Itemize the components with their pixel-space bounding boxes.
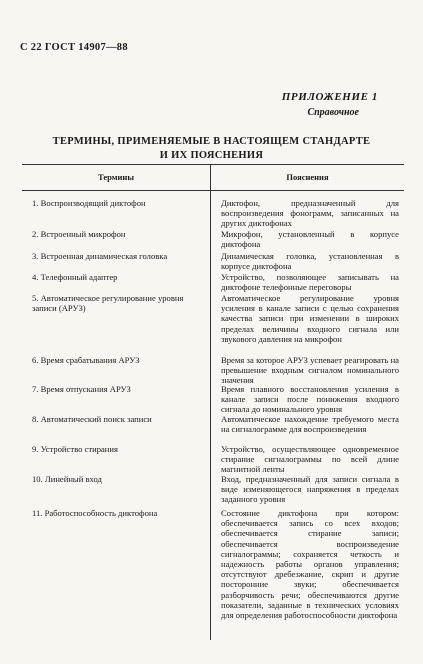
term-9: 9. Устройство стирания — [32, 444, 118, 454]
term-1: 1. Воспроизводящий диктофон — [32, 198, 146, 208]
appendix-note: Справочное — [307, 107, 359, 118]
column-header-explanations: Пояснения — [286, 172, 329, 182]
explanation-10: Вход, предназначенный для записи сигнала в виде изменяющегося напряжения в пределах заданного уровня — [221, 474, 399, 505]
term-4: 4. Телефонный адаптер — [32, 272, 118, 282]
column-divider — [210, 164, 211, 640]
explanation-11: Состояние диктофона при котором: обеспечивается запись со всех входов; обеспечивается стирание записи; обеспечивается воспроизведение сигналограммы; сохраняется четкость и надежность работы органов управления; отсутствуют дребезжание, скрип и другие посторонние звуки; обеспечивается разборчивость речи; обеспечиваются другие показатели, заданные в технических условиях для определения работоспособности диктофона — [221, 508, 399, 621]
terms-table — [22, 164, 404, 640]
term-11: 11. Работоспособность диктофона — [32, 508, 158, 518]
explanation-6: Время за которое АРУЗ успевает реагировать на превышение входным сигналом номинального значения — [221, 355, 399, 386]
explanation-3: Динамическая головка, установленная в корпусе диктофона — [221, 251, 399, 272]
term-6: 6. Время срабатывания АРУЗ — [32, 355, 140, 365]
table-header-rule — [22, 190, 404, 191]
explanation-2: Микрофон, установленный в корпусе диктофона — [221, 229, 399, 250]
explanation-7: Время плавного восстановления усиления в канале записи после понижения входного сигнала до номинального уровня — [221, 384, 399, 415]
page-title-line-1: ТЕРМИНЫ, ПРИМЕНЯЕМЫЕ В НАСТОЯЩЕМ СТАНДАРТЕ — [52, 136, 371, 147]
column-header-terms: Термины — [98, 172, 134, 182]
explanation-5: Автоматическое регулирование уровня усиления в канале записи с целью сохранения качества записи при изменении в широких пределах величины входного сигнала или звукового давления на микрофон — [221, 293, 399, 344]
explanation-4: Устройство, позволяющее записывать на диктофоне телефонные переговоры — [221, 272, 399, 293]
term-7: 7. Время отпускания АРУЗ — [32, 384, 131, 394]
term-2: 2. Встроенный микрофон — [32, 229, 126, 239]
table-top-rule — [22, 164, 404, 165]
term-8: 8. Автоматический поиск записи — [32, 414, 152, 424]
explanation-8: Автоматическое нахождение требуемого места на сигналограмме для воспроизведения — [221, 414, 399, 435]
page-header: С 22 ГОСТ 14907—88 — [20, 42, 128, 53]
page-title-line-2: И ИХ ПОЯСНЕНИЯ — [159, 150, 264, 161]
appendix-label: ПРИЛОЖЕНИЕ 1 — [281, 91, 378, 103]
explanation-9: Устройство, осуществляющее одновременное стирание сигналограммы по всей длине магнитной ленты — [221, 444, 399, 475]
explanation-1: Диктофон, предназначенный для воспроизведения фонограмм, записанных на других диктофонах — [221, 198, 399, 229]
term-10: 10. Линейный вход — [32, 474, 102, 484]
term-3: 3. Встроенная динамическая головка — [32, 251, 168, 261]
term-5: 5. Автоматическое регулирование уровня записи (АРУЗ) — [32, 293, 184, 314]
